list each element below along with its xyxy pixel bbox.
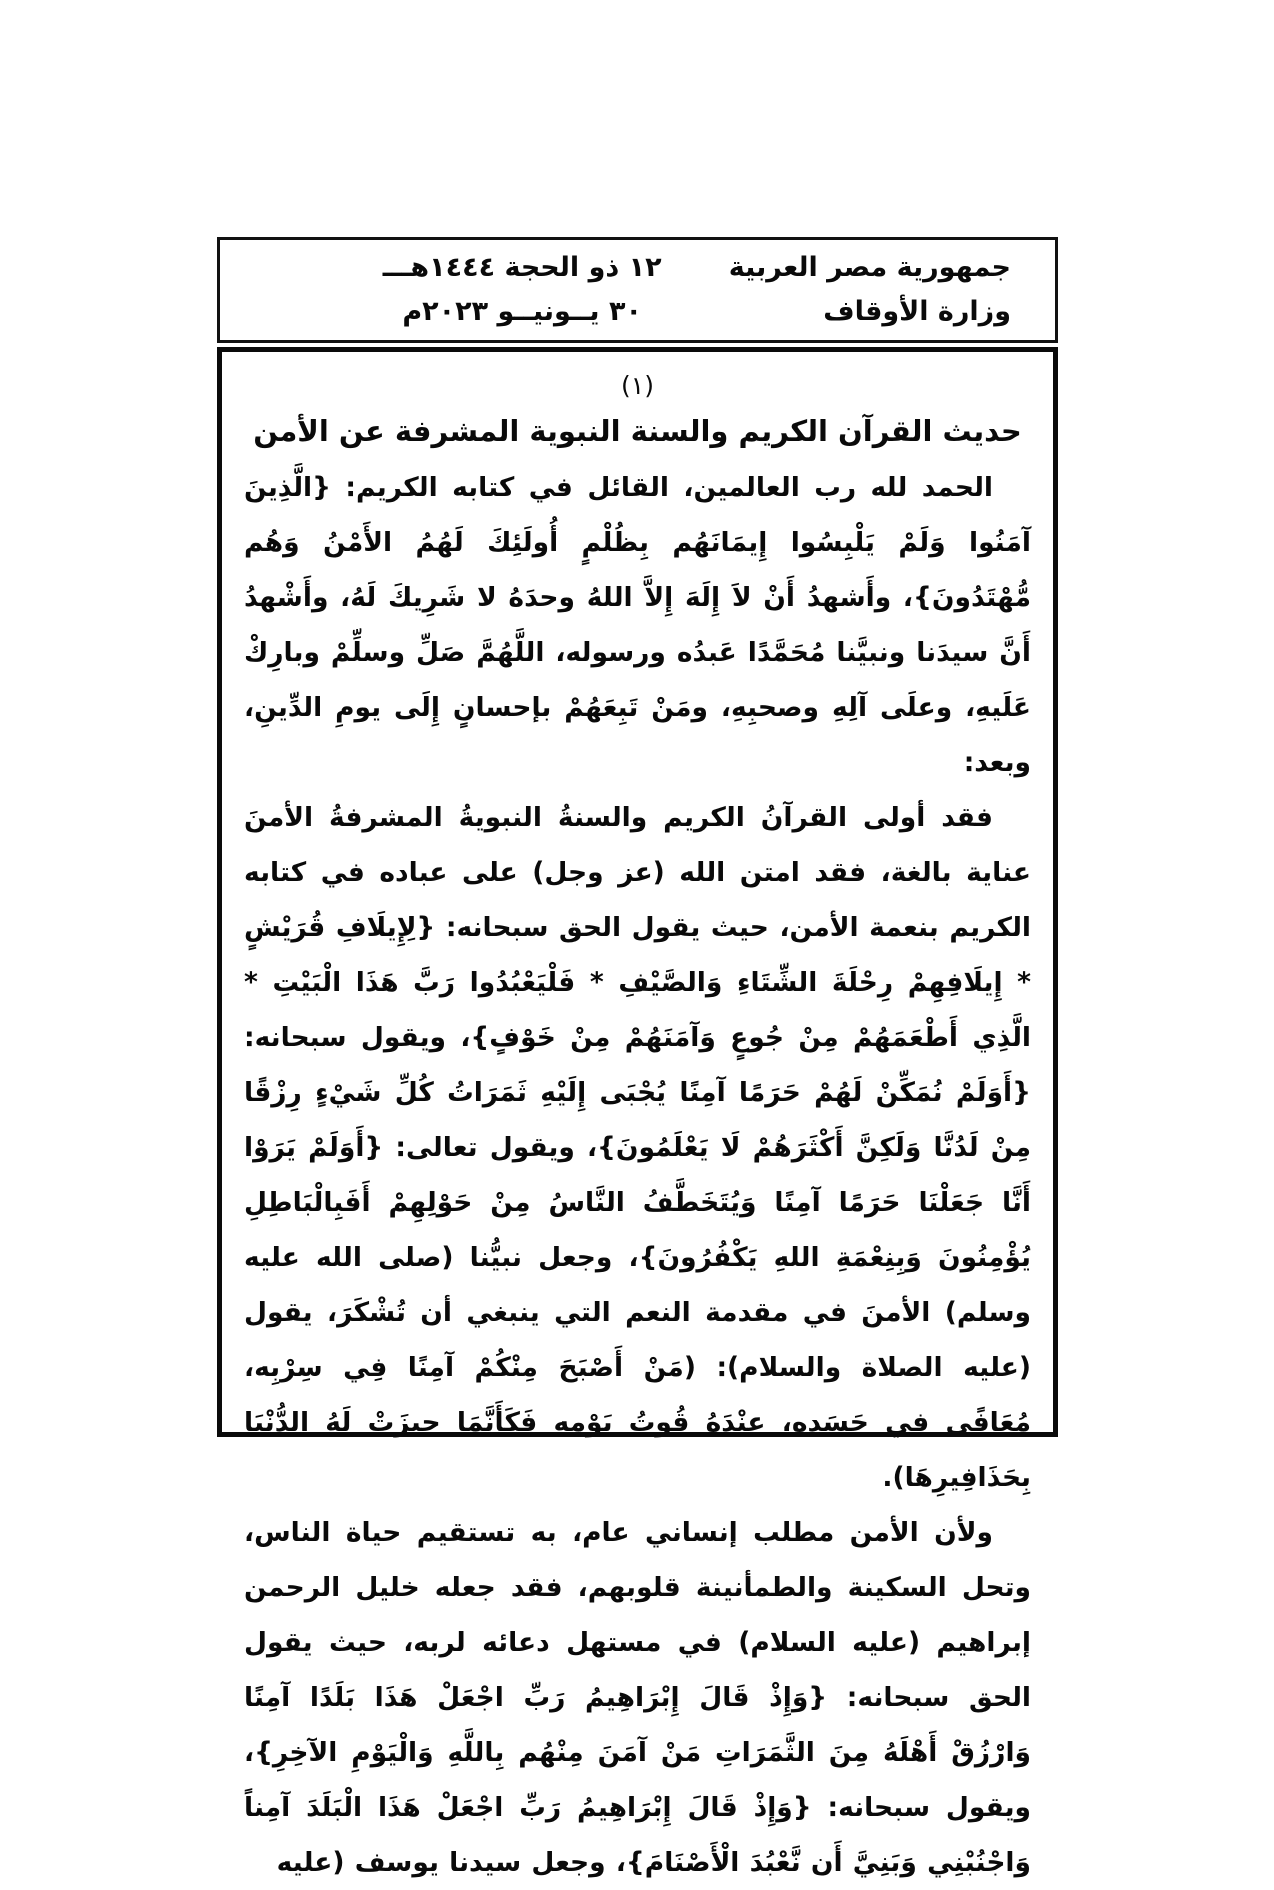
gregorian-date: ٣٠ يــونيــو ٢٠٢٣م (402, 296, 642, 327)
sermon-title: حديث القرآن الكريم والسنة النبوية المشرفة عن الأمن (253, 414, 1022, 448)
country-name: جمهورية مصر العربية (728, 252, 1011, 283)
header-dates-column (220, 240, 704, 340)
paragraph-quran-security-verses: فقد أولى القرآنُ الكريم والسنةُ النبويةُ المشرفةُ الأمنَ عناية بالغة، فقد امتن الله (عز وجل) على عباده في كتابه الكريم بنعمة الأمن، حيث يقول الحق سبحانه: {لِإِيلَافِ قُرَيْشٍ * إِيلَافِهِمْ رِحْلَةَ الشِّتَاءِ وَالصَّيْفِ * فَلْيَعْبُدُوا رَبَّ هَذَا الْبَيْتِ * الَّذِي أَطْعَمَهُمْ مِنْ جُوعٍ وَآمَنَهُمْ مِنْ خَوْفٍ}، ويقول سبحانه: {أَوَلَمْ نُمَكِّنْ لَهُمْ حَرَمًا آمِنًا يُجْبَى إِلَيْهِ ثَمَرَاتُ كُلِّ شَيْءٍ رِزْقًا مِنْ لَدُنَّا وَلَكِنَّ أَكْثَرَهُمْ لَا يَعْلَمُونَ}، ويقول تعالى: {أَوَلَمْ يَرَوْا أَنَّا جَعَلْنَا حَرَمًا آمِنًا وَيُتَخَطَّفُ النَّاسُ مِنْ حَوْلِهِمْ أَفَبِالْبَاطِلِ يُؤْمِنُونَ وَبِنِعْمَةِ اللهِ يَكْفُرُونَ}، وجعل نبيُّنا (صلى الله عليه وسلم) الأمنَ في مقدمة النعم التي ينبغي أن تُشْكَرَ، يقول (عليه الصلاة والسلام): (مَنْ أَصْبَحَ مِنْكُمْ آمِنًا فِي سِرْبِه، مُعَافًى فِي جَسَدِهِ، عِنْدَهُ قُوتُ يَوْمِه فَكَأَنَّمَا حِيزَتْ لَهُ الدُّنْيَا بِحَذَافِيرِهَا). (244, 802, 1031, 1493)
hijri-date: ١٢ ذو الحجة ١٤٤٤هـــ (382, 252, 662, 283)
sermon-body-box (217, 347, 1058, 1878)
ministry-name: وزارة الأوقاف (823, 296, 1011, 327)
document-header-box (217, 237, 1058, 343)
paragraph-praise-opening: الحمد لله رب العالمين، القائل في كتابه الكريم: {الَّذِينَ آمَنُوا وَلَمْ يَلْبِسُوا إِيمَانَهُم بِظُلْمٍ أُولَئِكَ لَهُمُ الأَمْنُ وَهُم مُّهْتَدُونَ}، وأَشهدُ أَنْ لاَ إِلَهَ إِلاَّ اللهُ وحدَهُ لا شَرِيكَ لَهُ، وأَشْهدُ أَنَّ سيدَنا ونبيَّنا مُحَمَّدًا عَبدُه ورسوله، اللَّهُمَّ صَلِّ وسلِّمْ وبارِكْ عَلَيهِ، وعلَى آلِهِ وصحبِهِ، ومَنْ تَبِعَهُمْ بإحسانٍ إِلَى يومِ الدِّينِ، وبعد: (244, 472, 1031, 778)
page-number: (١) (621, 371, 654, 400)
paragraph-security-human-need: ولأن الأمن مطلب إنساني عام، به تستقيم حياة الناس، وتحل السكينة والطمأنينة قلوبهم، فقد جعله خليل الرحمن إبراهيم (عليه السلام) في مستهل دعائه لربه، حيث يقول الحق سبحانه: {وَإِذْ قَالَ إِبْرَاهِيمُ رَبِّ اجْعَلْ هَذَا بَلَدًا آمِنًا وَارْزُقْ أَهْلَهُ مِنَ الثَّمَرَاتِ مَنْ آمَنَ مِنْهُم بِاللَّهِ وَالْيَوْمِ الآخِرِ}، ويقول سبحانه: {وَإِذْ قَالَ إِبْرَاهِيمُ رَبِّ اجْعَلْ هَذَا الْبَلَدَ آمِناً وَاجْنُبْنِي وَبَنِيَّ أَن نَّعْبُدَ الْأَصْنَامَ}، وجعل سيدنا يوسف (عليه (244, 1517, 1031, 1878)
header-ministry-column (704, 240, 1055, 340)
